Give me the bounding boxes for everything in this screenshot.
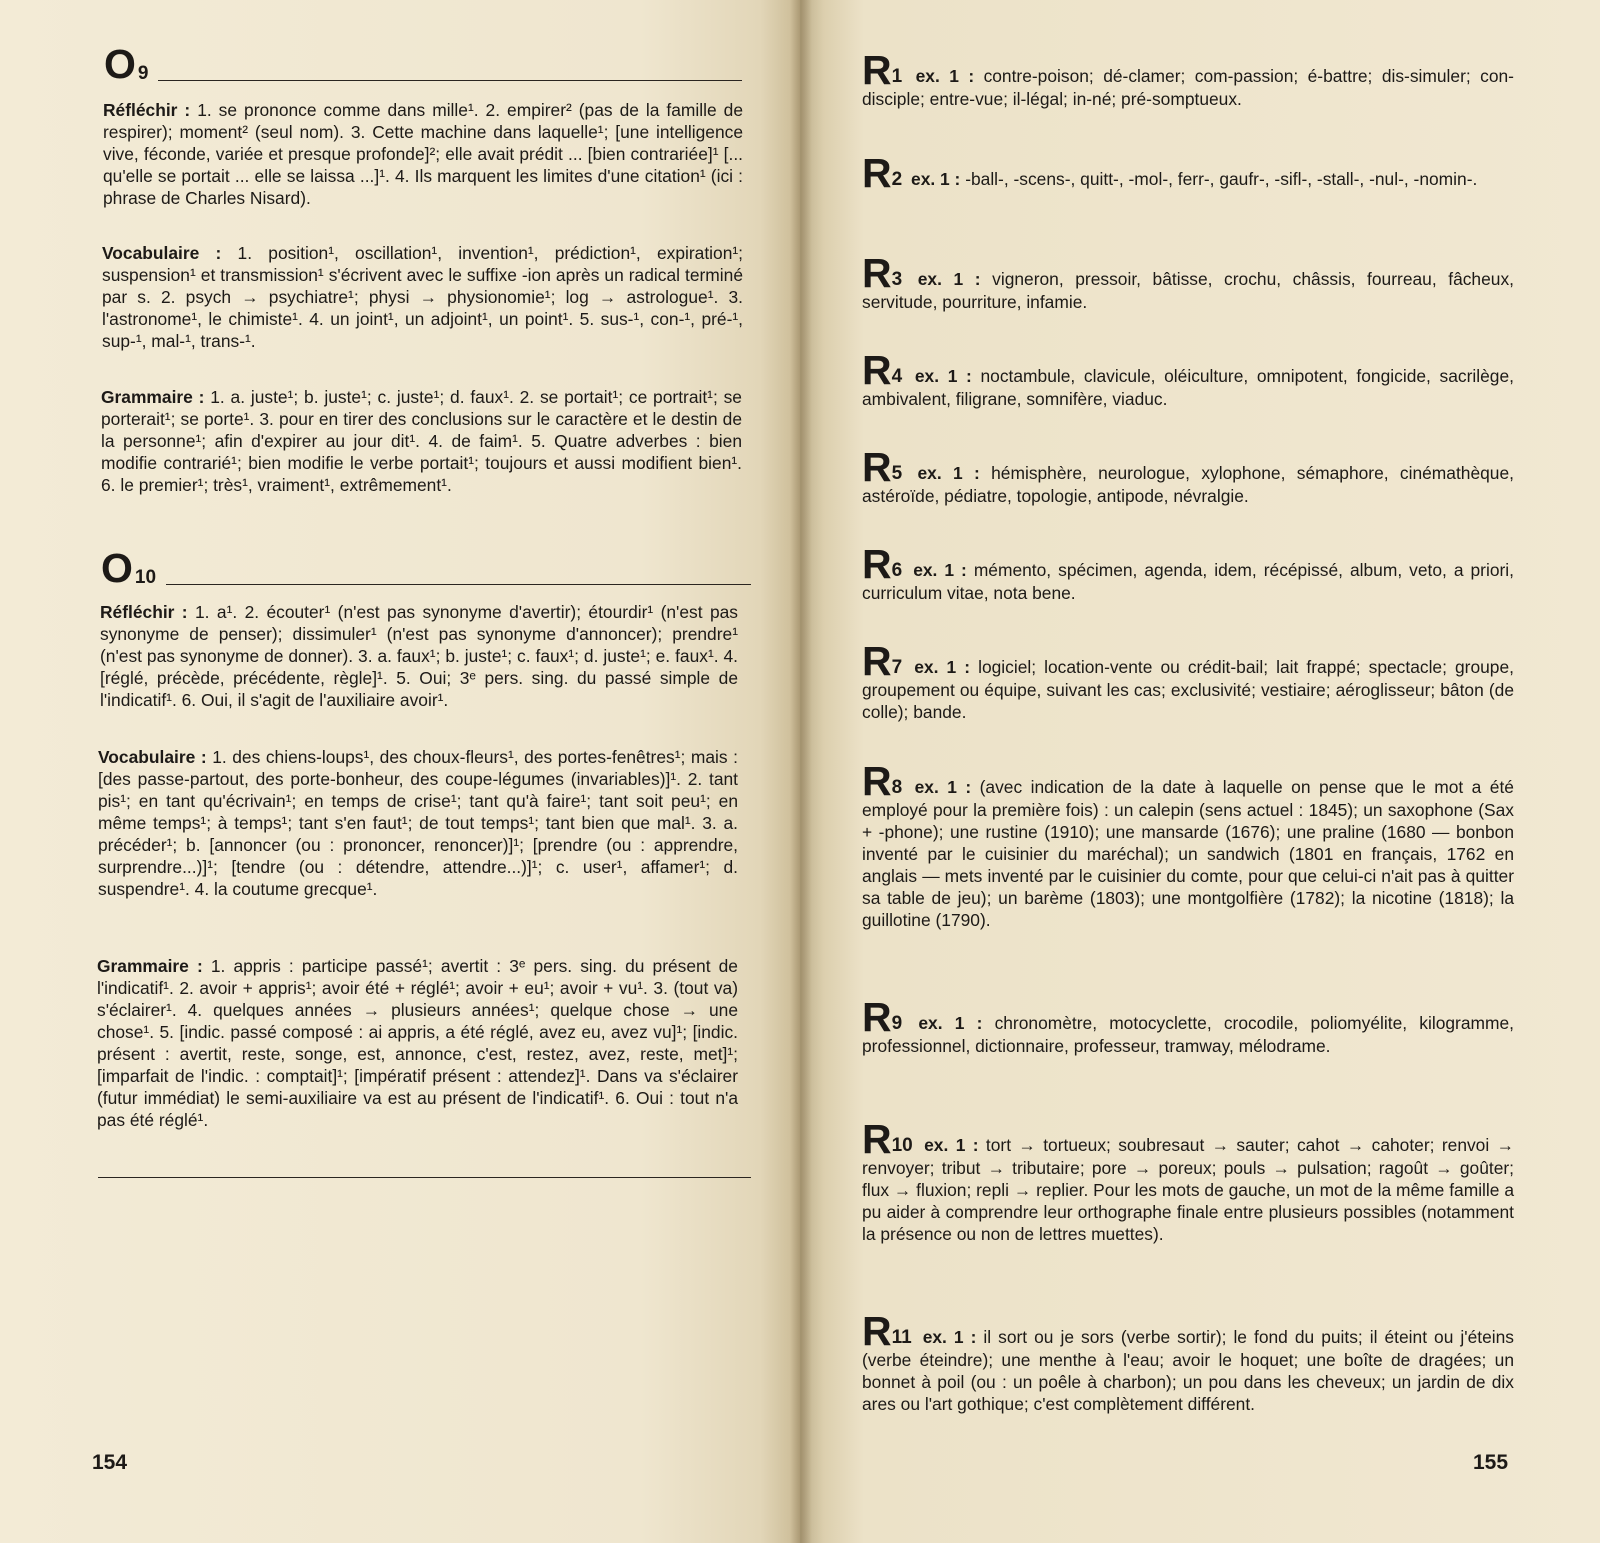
entry-text: vigneron, pressoir, bâtisse, crochu, châssis, fourreau, fâcheux, servitude, pourriture, infamie. [862,269,1514,312]
page-number: 154 [92,1451,128,1474]
o10-vocabulaire [98,746,738,900]
o9-vocabulaire [102,242,743,352]
entry-number: 7 [891,657,903,678]
entry-letter: R [862,1308,892,1354]
entry-r8 [862,758,1514,931]
entry-number: 6 [891,560,903,581]
entry-ex-label: ex. 1 : [924,1135,979,1155]
o10-grammaire [97,955,738,1131]
entry-text: il sort ou je sors (verbe sortir); le fond du puits; il éteint ou j'éteins (verbe éteindre); une menthe à l'eau; avoir le hoquet; une boîte de dragées; un bonnet à poil (ou : un poêle à charbon); un pou dans les cheveux; un jardin de dix ares ou l'art gothique; c'est complètement différent. [862,1327,1514,1414]
section-header-o9 [104,41,742,87]
o9-reflechir [103,99,743,209]
book-gutter [790,0,812,1543]
entry-ex-label: ex. 1 : [914,366,972,386]
entry-text: hémisphère, neurologue, xylophone, sémaphore, cinémathèque, astéroïde, pédiatre, topologie, antipode, névralgie. [862,463,1514,506]
entry-r5 [862,444,1514,507]
grammaire-text: 1. appris : participe passé¹; avertit : 3ᵉ pers. sing. du présent de l'indicatif¹. 2. avoir + appris¹; avoir été + réglé¹; avoir + eu¹; avoir + vu¹. 3. (tout va) s'éclairer¹. 4. quelques années → plusieurs années¹; quelque chose → une chose¹. 5. [indic. passé composé : ai appris, a été réglé, avez eu, avez vu]¹; [indic. présent : avertit, reste, songe, est, annonce, c'est, restez, avez, reste, met]¹; [imparfait de l'indic. : comptait]¹; [impératif présent : attendez]¹. Dans va s'éclairer (futur immédiat) le semi-auxiliaire va est au présent de l'indicatif¹. 6. Oui : tout n'a pas été réglé¹. [97,956,738,1130]
page-number: 155 [1473,1451,1509,1474]
section-number: 10 [134,567,157,588]
entry-number: 4 [891,366,903,387]
entry-number: 10 [891,1135,913,1156]
section-number: 9 [137,63,149,84]
grammaire-text: 1. a. juste¹; b. juste¹; c. juste¹; d. faux¹. 2. se portait¹; ce portrait¹; se porterait¹; se porte¹. 3. pour en tirer des conclusions sur le caractère et le destin de la personne¹; afin d'expirer au jour dit¹. 4. de faim¹. 5. Quatre adverbes : bien modifie contrarié¹; bien modifie le verbe portait¹; toujours et aussi modifient bien¹. 6. le premier¹; très¹, vraiment¹, extrêmement¹. [101,387,742,495]
entry-r10 [862,1116,1514,1245]
entry-r1 [862,47,1514,110]
entry-number: 1 [891,66,903,87]
entry-ex-label: ex. 1 : [917,269,981,289]
entry-ex-label: ex. 1 : [914,657,971,677]
entry-text: (avec indication de la date à laquelle on pense que le mot a été employé pour la première fois) : un calepin (sens actuel : 1845); un saxophone (Sax + -phone); une rustine (1910); une mansarde (1676); une praline (1680 — bonbon inventé par le cuisinier du maréchal); un sandwich (1801 en français, 1762 en anglais — mets inventé par le cuisinier du comte, pour que celui-ci n'ait pas à quitter sa table de jeu); un barème (1803); une montgolfière (1782); la nicotine (1818); la guillotine (1790). [862,777,1514,930]
entry-number: 3 [891,269,903,290]
reflechir-text: 1. a¹. 2. écouter¹ (n'est pas synonyme d'avertir); étourdir¹ (n'est pas synonyme de penser); dissimuler¹ (n'est pas synonyme d'annoncer); prendre¹ (n'est pas synonyme de donner). 3. a. faux¹; b. juste¹; c. faux¹; d. juste¹; e. faux¹. 4. [réglé, précède, précédente, règle]¹. 5. Oui; 3ᵉ pers. sing. du passé simple de l'indicatif¹. 6. Oui, il s'agit de l'auxiliaire avoir¹. [100,602,738,710]
entry-text: logiciel; location-vente ou crédit-bail; lait frappé; spectacle; groupe, groupement ou équipe, suivant les cas; exclusivité; vestiaire; aéroglisseur; bâton (de colle); bande. [862,657,1514,722]
entry-ex-label: ex. 1 : [918,1013,983,1033]
vocabulaire-text: 1. position¹, oscillation¹, invention¹, prédiction¹, expiration¹; suspension¹ et transmission¹ s'écrivent avec le suffixe -ion après un radical terminé par s. 2. psych → psychiatre¹; physi → physionomie¹; log → astrologue¹. 3. l'astronome¹, le chimiste¹. 4. un joint¹, un adjoint¹, un point¹. 5. sus-¹, con-¹, pré-¹, sup-¹, mal-¹, trans-¹. [102,243,743,351]
vocabulaire-label: Vocabulaire : [98,747,207,767]
entry-text: chronomètre, motocyclette, crocodile, poliomyélite, kilogramme, professionnel, dictionnaire, professeur, tramway, mélodrame. [862,1013,1514,1056]
entry-text: contre-poison; dé-clamer; com-passion; é-battre; dis-simuler; con-disciple; entre-vue; il-légal; in-né; pré-somptueux. [862,66,1514,109]
entry-r7 [862,638,1514,723]
entry-letter: R [862,347,892,393]
entry-r6 [862,541,1514,604]
vocabulaire-label: Vocabulaire : [102,243,222,263]
entry-letter: R [862,444,892,490]
bottom-rule [98,1177,751,1178]
entry-ex-label: ex. 1 : [914,777,972,797]
entry-text: tort → tortueux; soubresaut → sauter; cahot → cahoter; renvoi → renvoyer; tribut → tributaire; pore → poreux; pouls → pulsation; ragoût → goûter; flux → fluxion; repli → replier. Pour les mots de gauche, un mot de la même famille a pu aider à comprendre leur orthographe finale entre plusieurs possibles (notamment la présence ou non de lettres muettes). [862,1135,1514,1244]
entry-letter: R [862,994,892,1040]
entry-ex-label: ex. 1 : [913,560,967,580]
o9-grammaire [101,386,742,496]
entry-text: -ball-, -scens-, quitt-, -mol-, ferr-, gaufr-, -sifl-, -stall-, -nul-, -nomin-. [965,169,1478,189]
entry-r11 [862,1308,1514,1415]
vocabulaire-text: 1. des chiens-loups¹, des choux-fleurs¹, des portes-fenêtres¹; mais : [des passe-partout, des porte-bonheur, des coupe-légumes (invariables)]¹. 2. tant pis¹; en tant qu'écrivain¹; en temps de crise¹; tant qu'à faire¹; tant soit peu¹; en même temps¹; à temps¹; tant s'en faut¹; de tout temps¹; tant bien que mal¹. 3. a. précéder¹; b. [annoncer (ou : prononcer, renoncer)]¹; [prendre (ou : apprendre, surprendre...)]¹; [tendre (ou : détendre, attendre...)]¹; c. user¹, affamer¹; d. suspendre¹. 4. la coutume grecque¹. [98,747,738,899]
entry-letter: R [862,1116,892,1162]
entry-number: 2 [891,169,903,190]
entry-letter: R [862,47,892,93]
entry-r9 [862,994,1514,1057]
entry-ex-label: ex. 1 : [915,66,975,86]
grammaire-label: Grammaire : [101,387,205,407]
entry-letter: R [862,758,892,804]
header-rule [166,584,751,585]
entry-letter: R [862,150,892,196]
entry-r3 [862,250,1514,313]
entry-letter: R [862,250,892,296]
entry-r2 [862,150,1514,196]
entry-number: 9 [891,1013,903,1034]
reflechir-label: Réfléchir : [100,602,188,622]
entry-number: 8 [891,777,903,798]
reflechir-text: 1. se prononce comme dans mille¹. 2. empirer² (pas de la famille de respirer); moment² (seul nom). 3. Cette machine dans laquelle¹; [une intelligence vive, féconde, variée et presque profonde]²; elle avait prédit ... [bien contrariée]¹ [... qu'elle se portait ... elle se laissa ...]¹. 4. Ils marquent les limites d'une citation¹ (ici : phrase de Charles Nisard). [103,100,743,208]
entry-text: mémento, spécimen, agenda, idem, récépissé, album, veto, a priori, curriculum vitae, nota bene. [862,560,1514,603]
entry-r4 [862,347,1514,410]
entry-ex-label: ex. 1 : [917,463,980,483]
reflechir-label: Réfléchir : [103,100,191,120]
grammaire-label: Grammaire : [97,956,203,976]
entry-number: 5 [891,463,903,484]
entry-letter: R [862,541,892,587]
entry-ex-label: ex. 1 : [911,169,961,189]
entry-letter: R [862,638,892,684]
o10-reflechir [100,601,738,711]
section-header-o10 [101,545,751,591]
entry-ex-label: ex. 1 : [922,1327,977,1347]
section-letter: O [101,545,133,591]
entry-number: 11 [891,1327,912,1348]
section-letter: O [104,41,136,87]
entry-text: noctambule, clavicule, oléiculture, omnipotent, fongicide, sacrilège, ambivalent, filigrane, somnifère, viaduc. [862,366,1514,409]
header-rule [158,80,742,81]
